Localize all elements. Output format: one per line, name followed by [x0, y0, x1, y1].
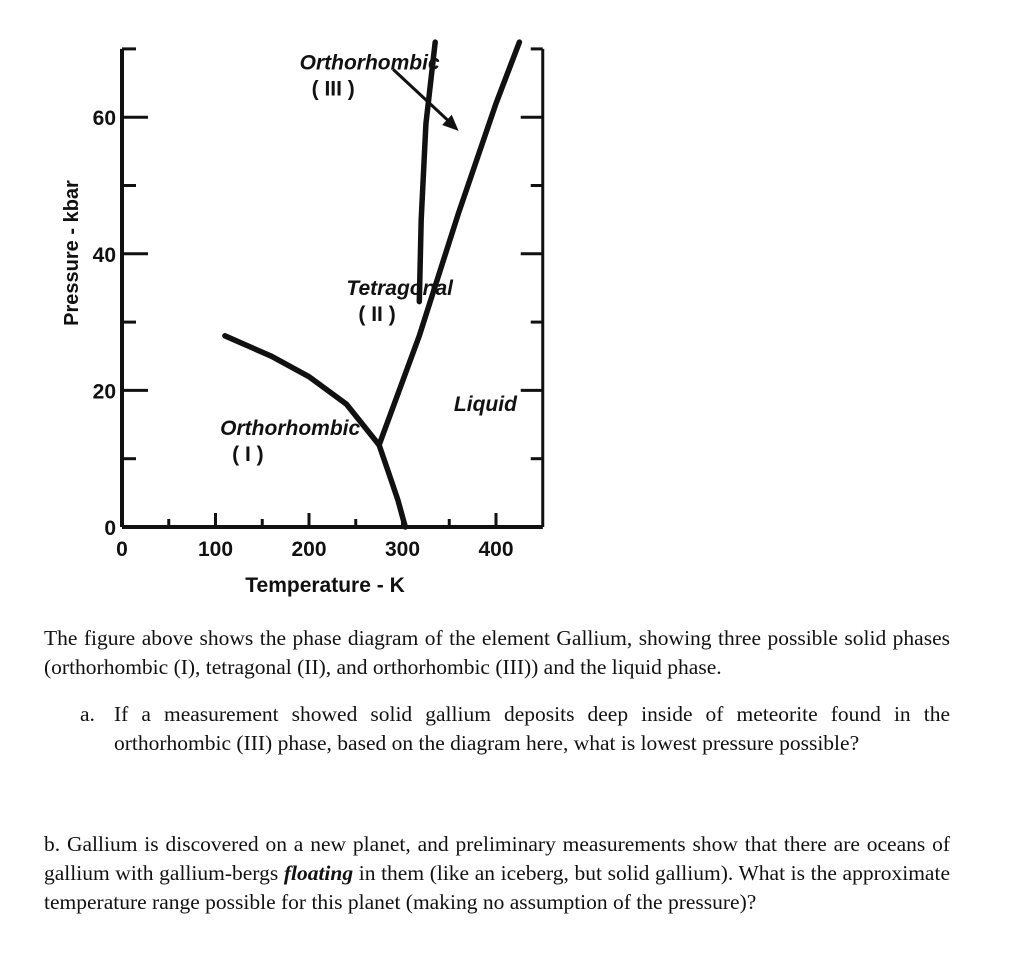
question-a-text: If a measurement showed solid gallium deposits deep inside of meteorite found in the orthorhombic (III) phase, based on the diagram here, what is lowest pressure possible?	[114, 702, 950, 755]
y-tick-label: 60	[92, 107, 116, 131]
region-numeral: ( III )	[311, 77, 355, 101]
region-numeral: ( II )	[358, 302, 396, 326]
x-tick-label: 0	[116, 538, 128, 561]
annotation-arrow-line	[393, 69, 450, 122]
axes	[93, 49, 543, 561]
region-label: Tetragonal	[346, 276, 453, 300]
y-axis-label: Pressure - kbar	[61, 180, 83, 326]
x-axis-label: Temperature - K	[245, 574, 405, 597]
question-a	[80, 700, 950, 758]
phase-boundary	[379, 445, 405, 527]
region-labels	[220, 51, 518, 465]
region-label: Orthorhombic	[299, 51, 440, 75]
intro-paragraph: The figure above shows the phase diagram of the element Gallium, showing three possible solid phases (orthorhombic (I), tetragonal (II), and orthorhombic (III)) and the liquid phase.	[44, 626, 950, 679]
question-b	[44, 830, 950, 917]
region-label: Orthorhombic	[220, 416, 361, 440]
x-tick-label: 100	[197, 538, 234, 561]
question-b-text-start: b. Gallium is discovered on a new planet, and preliminary measurements show that there are oceans of gallium with gallium-bergs	[44, 832, 950, 885]
phase-boundary	[419, 42, 435, 302]
y-tick-label: 20	[92, 380, 116, 404]
y-tick-label: 40	[92, 243, 116, 267]
region-label: Liquid	[453, 392, 517, 416]
question-b-emphasis: floating	[283, 861, 354, 885]
region-numeral: ( I )	[232, 442, 264, 466]
question-a-label: a.	[80, 702, 95, 726]
x-tick-label: 200	[291, 538, 327, 561]
phase-boundary	[379, 42, 519, 445]
question-b-text-end: in them (like an iceberg, but solid gallium). What is the approximate temperature range possible for this planet (making no assumption of the pressure)?	[44, 861, 950, 914]
y-tick-label: 0	[104, 517, 116, 540]
x-tick-label: 300	[384, 538, 421, 561]
x-tick-label: 400	[478, 538, 514, 561]
